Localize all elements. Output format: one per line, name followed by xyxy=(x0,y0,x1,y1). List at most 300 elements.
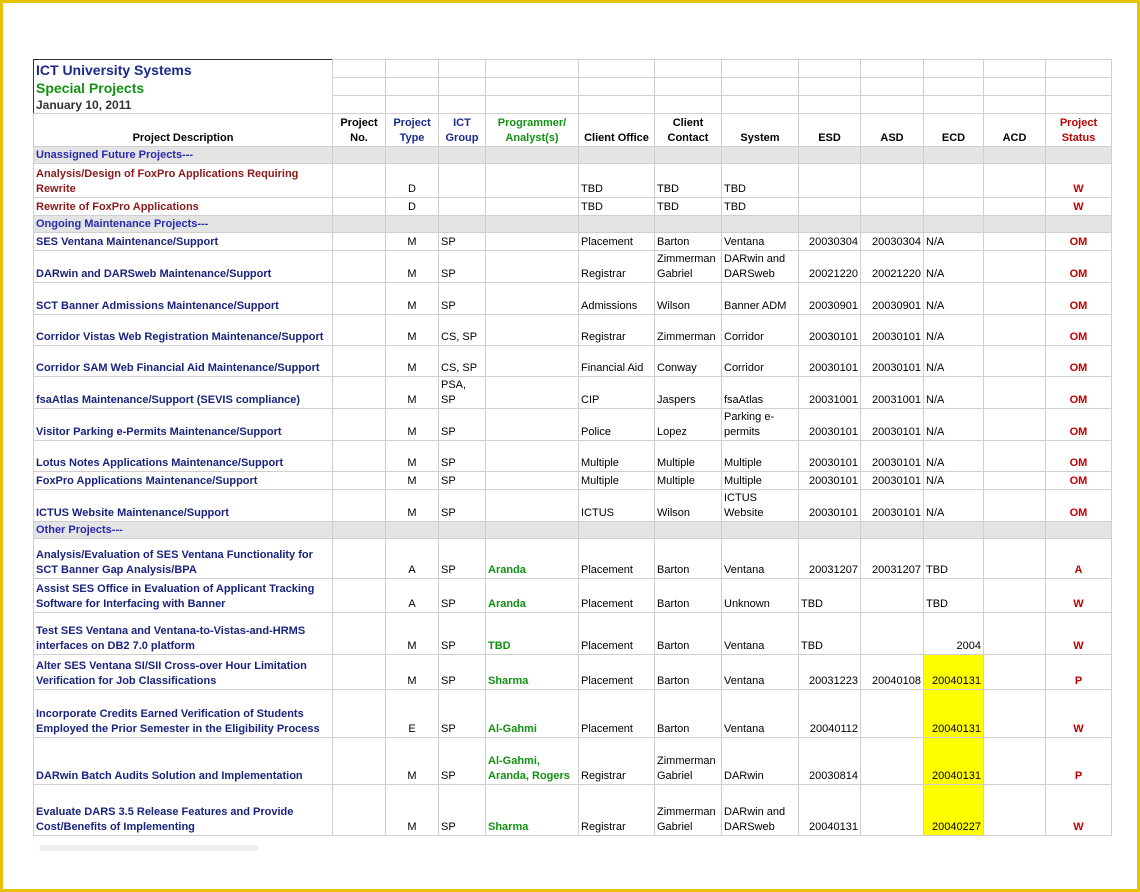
section-filler-cell xyxy=(799,522,861,539)
section-filler-cell xyxy=(861,147,924,164)
esd-cell: 20030901 xyxy=(799,283,861,315)
acd-cell xyxy=(984,198,1046,216)
esd-cell: 20030101 xyxy=(799,441,861,472)
project-type-cell: M xyxy=(386,441,439,472)
project-status-cell: OM xyxy=(1046,251,1112,283)
section-filler-cell xyxy=(386,216,439,233)
programmer-cell xyxy=(486,472,579,490)
system-cell: Parking e-permits xyxy=(722,409,799,441)
asd-cell: 20030901 xyxy=(861,283,924,315)
section-filler-cell xyxy=(1046,216,1112,233)
client-contact-cell: Barton xyxy=(655,579,722,613)
section-filler-cell xyxy=(984,147,1046,164)
programmer-cell: TBD xyxy=(486,613,579,655)
section-filler-cell xyxy=(722,147,799,164)
project-row xyxy=(34,251,1112,283)
asd-cell: 20030101 xyxy=(861,472,924,490)
ict-group-cell: SP xyxy=(439,490,486,522)
ict-group-cell xyxy=(439,164,486,198)
project-type-cell: A xyxy=(386,579,439,613)
project-status-cell: OM xyxy=(1046,472,1112,490)
ict-group-cell: CS, SP xyxy=(439,315,486,346)
client-office-cell: TBD xyxy=(579,164,655,198)
section-filler-cell xyxy=(924,216,984,233)
ict-group-cell: SP xyxy=(439,690,486,738)
system-cell: fsaAtlas xyxy=(722,377,799,409)
ecd-cell: N/A xyxy=(924,409,984,441)
acd-cell xyxy=(984,315,1046,346)
client-office-cell: Placement xyxy=(579,655,655,690)
section-filler-cell xyxy=(486,216,579,233)
asd-cell: 20040108 xyxy=(861,655,924,690)
section-filler-cell xyxy=(655,522,722,539)
project-row xyxy=(34,441,1112,472)
project-no-cell xyxy=(333,472,386,490)
esd-cell: 20040131 xyxy=(799,785,861,836)
project-status-cell: W xyxy=(1046,198,1112,216)
acd-cell xyxy=(984,472,1046,490)
section-filler-cell xyxy=(333,216,386,233)
asd-cell: 20030101 xyxy=(861,409,924,441)
project-type-cell: M xyxy=(386,738,439,785)
section-filler-cell xyxy=(579,147,655,164)
project-type-cell: M xyxy=(386,251,439,283)
client-contact-cell: Barton xyxy=(655,539,722,579)
asd-cell xyxy=(861,198,924,216)
acd-cell xyxy=(984,233,1046,251)
ict-group-cell: SP xyxy=(439,441,486,472)
project-description: Test SES Ventana and Ventana-to-Vistas-and-HRMS interfaces on DB2 7.0 platform xyxy=(34,613,333,655)
project-no-cell xyxy=(333,613,386,655)
esd-cell: 20030101 xyxy=(799,472,861,490)
asd-cell: 20030101 xyxy=(861,315,924,346)
esd-cell: 20031223 xyxy=(799,655,861,690)
acd-cell xyxy=(984,785,1046,836)
section-filler-cell xyxy=(924,522,984,539)
project-status-cell: W xyxy=(1046,579,1112,613)
asd-cell xyxy=(861,164,924,198)
project-status-cell: OM xyxy=(1046,315,1112,346)
client-contact-cell: Jaspers xyxy=(655,377,722,409)
ecd-cell xyxy=(924,198,984,216)
faded-footer-text xyxy=(39,845,259,851)
ict-group-cell xyxy=(439,198,486,216)
system-cell: Unknown xyxy=(722,579,799,613)
client-contact-cell: Zimmerman Gabriel xyxy=(655,785,722,836)
acd-cell xyxy=(984,283,1046,315)
ecd-cell: TBD xyxy=(924,539,984,579)
client-office-cell: Multiple xyxy=(579,472,655,490)
col-header-description: Project Description xyxy=(34,114,333,147)
client-office-cell: CIP xyxy=(579,377,655,409)
client-office-cell: Placement xyxy=(579,613,655,655)
project-row xyxy=(34,377,1112,409)
client-contact-cell: Wilson xyxy=(655,490,722,522)
project-type-cell: M xyxy=(386,315,439,346)
project-row xyxy=(34,690,1112,738)
client-contact-cell: Zimmerman Gabriel xyxy=(655,738,722,785)
project-row xyxy=(34,613,1112,655)
section-filler-cell xyxy=(799,147,861,164)
system-cell: ICTUS Website xyxy=(722,490,799,522)
ecd-cell: N/A xyxy=(924,490,984,522)
client-contact-cell: TBD xyxy=(655,164,722,198)
acd-cell xyxy=(984,579,1046,613)
esd-cell: 20030304 xyxy=(799,233,861,251)
project-type-cell: M xyxy=(386,409,439,441)
client-office-cell: ICTUS xyxy=(579,490,655,522)
project-no-cell xyxy=(333,738,386,785)
ict-group-cell: SP xyxy=(439,539,486,579)
ecd-cell: N/A xyxy=(924,251,984,283)
project-type-cell: E xyxy=(386,690,439,738)
project-status-cell: OM xyxy=(1046,441,1112,472)
esd-cell: TBD xyxy=(799,579,861,613)
client-contact-cell: Barton xyxy=(655,690,722,738)
project-no-cell xyxy=(333,785,386,836)
client-office-cell: Financial Aid xyxy=(579,346,655,377)
section-filler-cell xyxy=(439,147,486,164)
project-status-cell: P xyxy=(1046,738,1112,785)
project-no-cell xyxy=(333,315,386,346)
section-filler-cell xyxy=(333,522,386,539)
system-cell: Ventana xyxy=(722,233,799,251)
acd-cell xyxy=(984,409,1046,441)
project-row xyxy=(34,198,1112,216)
ict-group-cell: SP xyxy=(439,251,486,283)
esd-cell: 20031001 xyxy=(799,377,861,409)
asd-cell xyxy=(861,613,924,655)
project-type-cell: M xyxy=(386,233,439,251)
section-filler-cell xyxy=(486,522,579,539)
client-office-cell: Placement xyxy=(579,690,655,738)
section-filler-cell xyxy=(722,216,799,233)
programmer-cell xyxy=(486,198,579,216)
ict-group-cell: SP xyxy=(439,738,486,785)
system-cell: TBD xyxy=(722,164,799,198)
sheet-subtitle: Special Projects xyxy=(36,79,145,96)
project-description: SCT Banner Admissions Maintenance/Support xyxy=(34,283,333,315)
client-office-cell: Registrar xyxy=(579,738,655,785)
system-cell: Ventana xyxy=(722,539,799,579)
client-office-cell: Multiple xyxy=(579,441,655,472)
project-type-cell: M xyxy=(386,490,439,522)
asd-cell: 20030304 xyxy=(861,233,924,251)
asd-cell xyxy=(861,690,924,738)
programmer-cell: Al-Gahmi, Aranda, Rogers xyxy=(486,738,579,785)
project-row xyxy=(34,539,1112,579)
section-filler-cell xyxy=(333,147,386,164)
section-header-row xyxy=(34,216,1112,233)
col-header-ecd: ECD xyxy=(924,114,984,147)
project-status-cell: OM xyxy=(1046,490,1112,522)
ict-group-cell: PSA, SP xyxy=(439,377,486,409)
project-no-cell xyxy=(333,283,386,315)
asd-cell: 20030101 xyxy=(861,441,924,472)
col-header-acd: ACD xyxy=(984,114,1046,147)
system-cell: Banner ADM xyxy=(722,283,799,315)
system-cell: TBD xyxy=(722,198,799,216)
asd-cell xyxy=(861,738,924,785)
project-status-cell: OM xyxy=(1046,233,1112,251)
project-type-cell: A xyxy=(386,539,439,579)
project-type-cell: M xyxy=(386,785,439,836)
project-description: ICTUS Website Maintenance/Support xyxy=(34,490,333,522)
ecd-cell: N/A xyxy=(924,346,984,377)
esd-cell xyxy=(799,164,861,198)
ecd-cell: N/A xyxy=(924,441,984,472)
project-no-cell xyxy=(333,233,386,251)
asd-cell: 20031001 xyxy=(861,377,924,409)
project-status-cell: W xyxy=(1046,164,1112,198)
esd-cell: 20030101 xyxy=(799,409,861,441)
section-header-row xyxy=(34,147,1112,164)
section-filler-cell xyxy=(579,522,655,539)
project-type-cell: M xyxy=(386,346,439,377)
esd-cell: 20021220 xyxy=(799,251,861,283)
col-header-ict-group: ICT Group xyxy=(439,114,486,147)
acd-cell xyxy=(984,251,1046,283)
project-status-cell: W xyxy=(1046,785,1112,836)
section-filler-cell xyxy=(799,216,861,233)
section-filler-cell xyxy=(861,522,924,539)
programmer-cell xyxy=(486,490,579,522)
section-filler-cell xyxy=(1046,147,1112,164)
project-row xyxy=(34,315,1112,346)
asd-cell xyxy=(861,579,924,613)
project-no-cell xyxy=(333,690,386,738)
esd-cell: TBD xyxy=(799,613,861,655)
section-filler-cell xyxy=(984,522,1046,539)
esd-cell: 20031207 xyxy=(799,539,861,579)
ecd-cell: 20040227 xyxy=(924,785,984,836)
column-header-row xyxy=(34,114,1112,147)
project-row xyxy=(34,283,1112,315)
section-label: Unassigned Future Projects--- xyxy=(34,147,333,164)
project-no-cell xyxy=(333,441,386,472)
programmer-cell xyxy=(486,346,579,377)
project-description: Corridor SAM Web Financial Aid Maintenance/Support xyxy=(34,346,333,377)
programmer-cell xyxy=(486,164,579,198)
acd-cell xyxy=(984,377,1046,409)
ict-group-cell: SP xyxy=(439,283,486,315)
client-contact-cell: Conway xyxy=(655,346,722,377)
ecd-cell: N/A xyxy=(924,283,984,315)
client-office-cell: Admissions xyxy=(579,283,655,315)
ecd-cell: 20040131 xyxy=(924,655,984,690)
acd-cell xyxy=(984,655,1046,690)
project-no-cell xyxy=(333,579,386,613)
section-filler-cell xyxy=(1046,522,1112,539)
ecd-cell: N/A xyxy=(924,472,984,490)
ict-group-cell: SP xyxy=(439,785,486,836)
asd-cell: 20021220 xyxy=(861,251,924,283)
programmer-cell xyxy=(486,409,579,441)
project-row xyxy=(34,490,1112,522)
programmer-cell xyxy=(486,283,579,315)
section-filler-cell xyxy=(924,147,984,164)
system-cell: Ventana xyxy=(722,690,799,738)
project-type-cell: M xyxy=(386,377,439,409)
project-row xyxy=(34,164,1112,198)
col-header-client-office: Client Office xyxy=(579,114,655,147)
project-row xyxy=(34,579,1112,613)
ecd-cell xyxy=(924,164,984,198)
acd-cell xyxy=(984,441,1046,472)
acd-cell xyxy=(984,490,1046,522)
project-no-cell xyxy=(333,409,386,441)
project-no-cell xyxy=(333,346,386,377)
project-description: Rewrite of FoxPro Applications xyxy=(34,198,333,216)
section-filler-cell xyxy=(861,216,924,233)
esd-cell xyxy=(799,198,861,216)
project-row xyxy=(34,233,1112,251)
client-contact-cell: Multiple xyxy=(655,472,722,490)
programmer-cell xyxy=(486,251,579,283)
acd-cell xyxy=(984,613,1046,655)
col-header-project-type: Project Type xyxy=(386,114,439,147)
acd-cell xyxy=(984,164,1046,198)
project-no-cell xyxy=(333,539,386,579)
project-description: DARwin Batch Audits Solution and Implementation xyxy=(34,738,333,785)
project-row xyxy=(34,472,1112,490)
acd-cell xyxy=(984,738,1046,785)
acd-cell xyxy=(984,690,1046,738)
project-status-cell: W xyxy=(1046,690,1112,738)
client-office-cell: Registrar xyxy=(579,315,655,346)
section-filler-cell xyxy=(984,216,1046,233)
project-type-cell: M xyxy=(386,283,439,315)
project-description: Alter SES Ventana SI/SII Cross-over Hour Limitation Verification for Job Classifications xyxy=(34,655,333,690)
col-header-system: System xyxy=(722,114,799,147)
project-description: FoxPro Applications Maintenance/Support xyxy=(34,472,333,490)
ict-group-cell: SP xyxy=(439,613,486,655)
client-office-cell: Police xyxy=(579,409,655,441)
project-status-cell: A xyxy=(1046,539,1112,579)
client-contact-cell: Barton xyxy=(655,233,722,251)
system-cell: DARwin and DARSweb xyxy=(722,785,799,836)
programmer-cell xyxy=(486,441,579,472)
client-contact-cell: TBD xyxy=(655,198,722,216)
project-row xyxy=(34,346,1112,377)
ecd-cell: TBD xyxy=(924,579,984,613)
project-row xyxy=(34,409,1112,441)
project-status-cell: OM xyxy=(1046,283,1112,315)
system-cell: Ventana xyxy=(722,613,799,655)
programmer-cell: Aranda xyxy=(486,579,579,613)
section-filler-cell xyxy=(439,522,486,539)
ecd-cell: N/A xyxy=(924,315,984,346)
asd-cell: 20030101 xyxy=(861,490,924,522)
acd-cell xyxy=(984,539,1046,579)
programmer-cell: Sharma xyxy=(486,655,579,690)
section-filler-cell xyxy=(579,216,655,233)
ecd-cell: 2004 xyxy=(924,613,984,655)
section-filler-cell xyxy=(439,216,486,233)
client-contact-cell: Lopez xyxy=(655,409,722,441)
project-no-cell xyxy=(333,164,386,198)
project-description: Lotus Notes Applications Maintenance/Support xyxy=(34,441,333,472)
client-office-cell: Placement xyxy=(579,233,655,251)
project-row xyxy=(34,785,1112,836)
ecd-cell: 20040131 xyxy=(924,690,984,738)
project-description: fsaAtlas Maintenance/Support (SEVIS compliance) xyxy=(34,377,333,409)
section-filler-cell xyxy=(386,522,439,539)
section-label: Ongoing Maintenance Projects--- xyxy=(34,216,333,233)
ict-group-cell: SP xyxy=(439,409,486,441)
project-description: Assist SES Office in Evaluation of Applicant Tracking Software for Interfacing with Banner xyxy=(34,579,333,613)
system-cell: DARwin and DARSweb xyxy=(722,251,799,283)
ict-group-cell: CS, SP xyxy=(439,346,486,377)
programmer-cell xyxy=(486,315,579,346)
project-description: Analysis/Evaluation of SES Ventana Functionality for SCT Banner Gap Analysis/BPA xyxy=(34,539,333,579)
project-description: Evaluate DARS 3.5 Release Features and Provide Cost/Benefits of Implementing xyxy=(34,785,333,836)
project-no-cell xyxy=(333,377,386,409)
acd-cell xyxy=(984,346,1046,377)
project-description: Analysis/Design of FoxPro Applications Requiring Rewrite xyxy=(34,164,333,198)
programmer-cell: Aranda xyxy=(486,539,579,579)
system-cell: Ventana xyxy=(722,655,799,690)
section-filler-cell xyxy=(386,147,439,164)
col-header-programmer: Programmer/ Analyst(s) xyxy=(486,114,579,147)
ecd-cell: 20040131 xyxy=(924,738,984,785)
section-filler-cell xyxy=(655,147,722,164)
project-no-cell xyxy=(333,655,386,690)
client-office-cell: Placement xyxy=(579,579,655,613)
client-office-cell: Registrar xyxy=(579,251,655,283)
esd-cell: 20040112 xyxy=(799,690,861,738)
project-description: Corridor Vistas Web Registration Maintenance/Support xyxy=(34,315,333,346)
client-contact-cell: Zimmerman xyxy=(655,315,722,346)
esd-cell: 20030814 xyxy=(799,738,861,785)
programmer-cell xyxy=(486,233,579,251)
col-header-project-no: Project No. xyxy=(333,114,386,147)
system-cell: Multiple xyxy=(722,441,799,472)
col-header-client-contact: Client Contact xyxy=(655,114,722,147)
project-type-cell: M xyxy=(386,613,439,655)
project-no-cell xyxy=(333,490,386,522)
section-filler-cell xyxy=(655,216,722,233)
project-description: SES Ventana Maintenance/Support xyxy=(34,233,333,251)
client-contact-cell: Wilson xyxy=(655,283,722,315)
esd-cell: 20030101 xyxy=(799,315,861,346)
project-status-cell: W xyxy=(1046,613,1112,655)
client-contact-cell: Multiple xyxy=(655,441,722,472)
project-description: Visitor Parking e-Permits Maintenance/Support xyxy=(34,409,333,441)
system-cell: Multiple xyxy=(722,472,799,490)
project-type-cell: M xyxy=(386,655,439,690)
client-office-cell: Placement xyxy=(579,539,655,579)
project-type-cell: M xyxy=(386,472,439,490)
client-contact-cell: Zimmerman Gabriel xyxy=(655,251,722,283)
ict-group-cell: SP xyxy=(439,655,486,690)
system-cell: DARwin xyxy=(722,738,799,785)
programmer-cell xyxy=(486,377,579,409)
project-status-cell: OM xyxy=(1046,409,1112,441)
col-header-esd: ESD xyxy=(799,114,861,147)
esd-cell: 20030101 xyxy=(799,490,861,522)
ict-group-cell: SP xyxy=(439,472,486,490)
client-contact-cell: Barton xyxy=(655,655,722,690)
project-status-cell: P xyxy=(1046,655,1112,690)
asd-cell xyxy=(861,785,924,836)
projects-spreadsheet xyxy=(33,59,1112,836)
ict-group-cell: SP xyxy=(439,579,486,613)
ict-group-cell: SP xyxy=(439,233,486,251)
col-header-asd: ASD xyxy=(861,114,924,147)
project-status-cell: OM xyxy=(1046,377,1112,409)
ecd-cell: N/A xyxy=(924,233,984,251)
